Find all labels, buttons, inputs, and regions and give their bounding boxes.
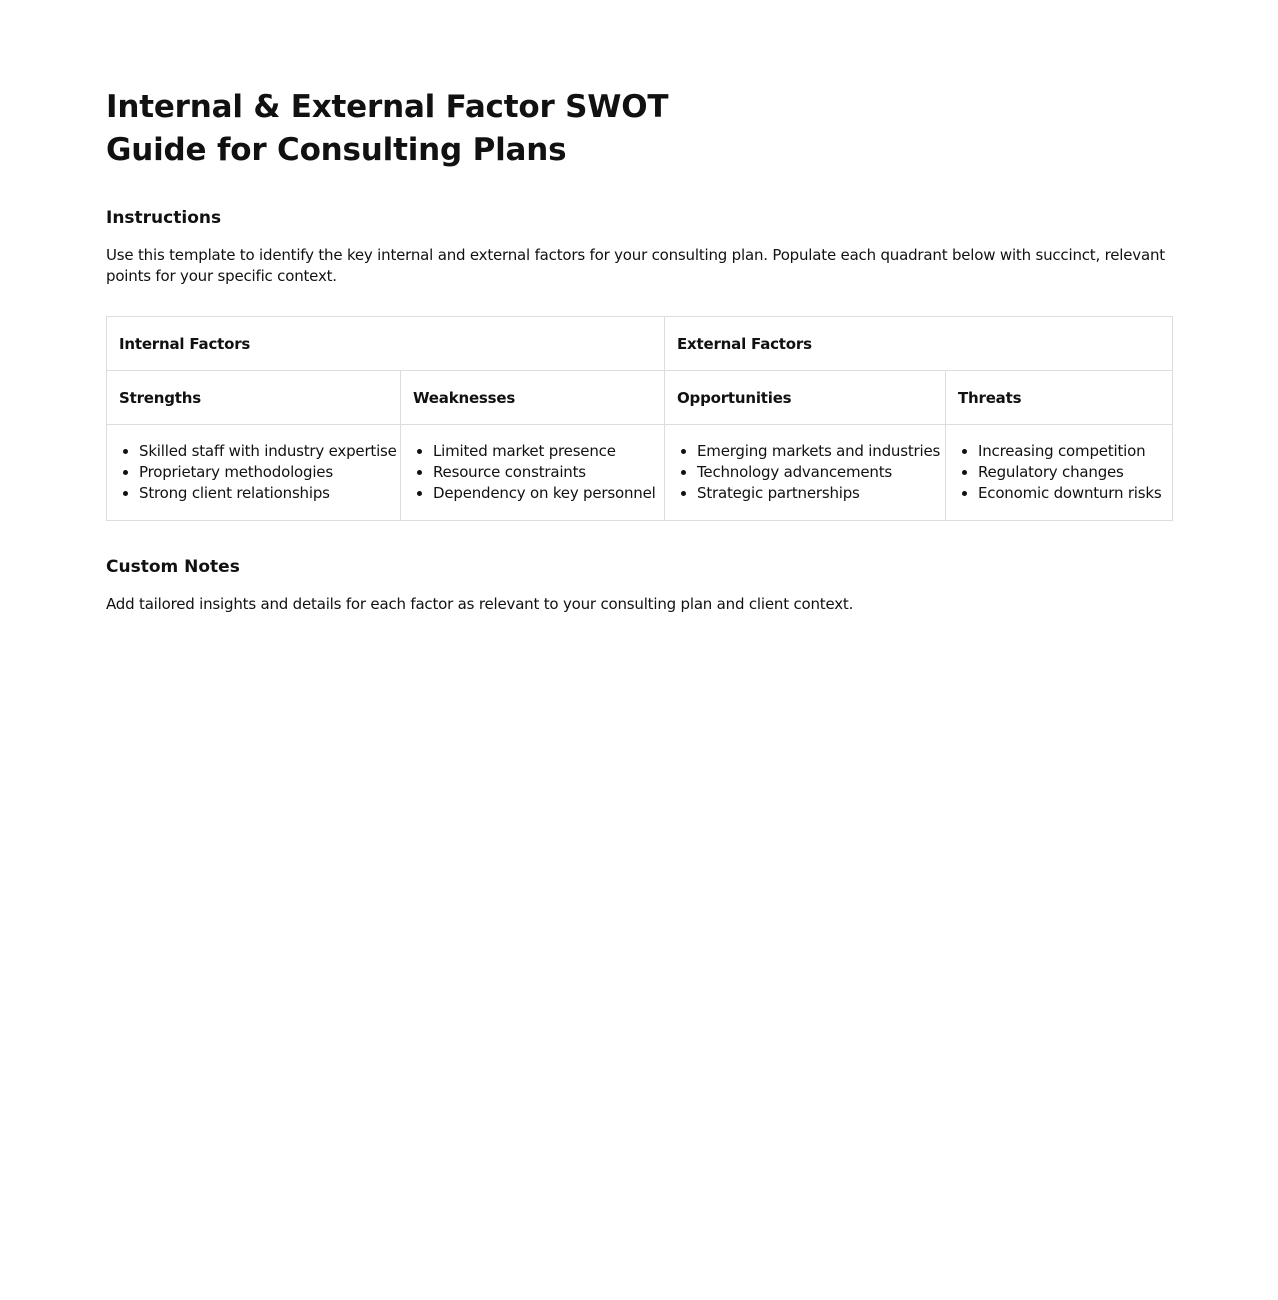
- list-item: • Limited market presence: [433, 441, 652, 462]
- swot-table: [106, 316, 1173, 521]
- internal-factors-header: Internal Factors: [107, 317, 665, 371]
- list-item: • Increasing competition: [978, 441, 1160, 462]
- opportunities-cell: [665, 425, 946, 521]
- list-item: • Regulatory changes: [978, 462, 1160, 483]
- list-item: • Strategic partnerships: [697, 483, 933, 504]
- threats-cell: [946, 425, 1173, 521]
- threats-list: [958, 441, 1160, 504]
- weaknesses-list: [413, 441, 656, 504]
- quadrant-header-row: [107, 371, 1173, 425]
- list-item: • Proprietary methodologies: [139, 462, 388, 483]
- opportunities-header: Opportunities: [665, 371, 946, 425]
- custom-notes-text: Add tailored insights and details for each factor as relevant to your consulting plan and client context.: [106, 595, 854, 613]
- weaknesses-cell: [401, 425, 665, 521]
- list-item: • Economic downturn risks: [978, 483, 1160, 504]
- strengths-cell: [107, 425, 401, 521]
- weaknesses-header: Weaknesses: [401, 371, 665, 425]
- list-item: • Strong client relationships: [139, 483, 388, 504]
- strengths-list: [119, 441, 397, 504]
- list-item: • Technology advancements: [697, 462, 933, 483]
- custom-notes-heading: Custom Notes: [106, 557, 240, 577]
- instructions-heading: Instructions: [106, 208, 222, 228]
- quadrant-content-row: [107, 425, 1173, 521]
- page-title: Internal & External Factor SWOT Guide for Consulting Plans: [106, 89, 669, 168]
- list-item: • Dependency on key personnel: [433, 483, 652, 504]
- list-item: • Skilled staff with industry expertise: [139, 441, 388, 462]
- list-item: • Emerging markets and industries: [697, 441, 933, 462]
- threats-header: Threats: [946, 371, 1173, 425]
- group-header-row: [107, 317, 1173, 371]
- list-item: • Resource constraints: [433, 462, 652, 483]
- strengths-header: Strengths: [107, 371, 401, 425]
- opportunities-list: [677, 441, 941, 504]
- instructions-text: Use this template to identify the key internal and external factors for your consulting plan. Populate each quadrant below with succinct, relevant points for your specific context.: [106, 246, 1165, 285]
- document-page: [106, 86, 1172, 615]
- external-factors-header: External Factors: [665, 317, 1173, 371]
